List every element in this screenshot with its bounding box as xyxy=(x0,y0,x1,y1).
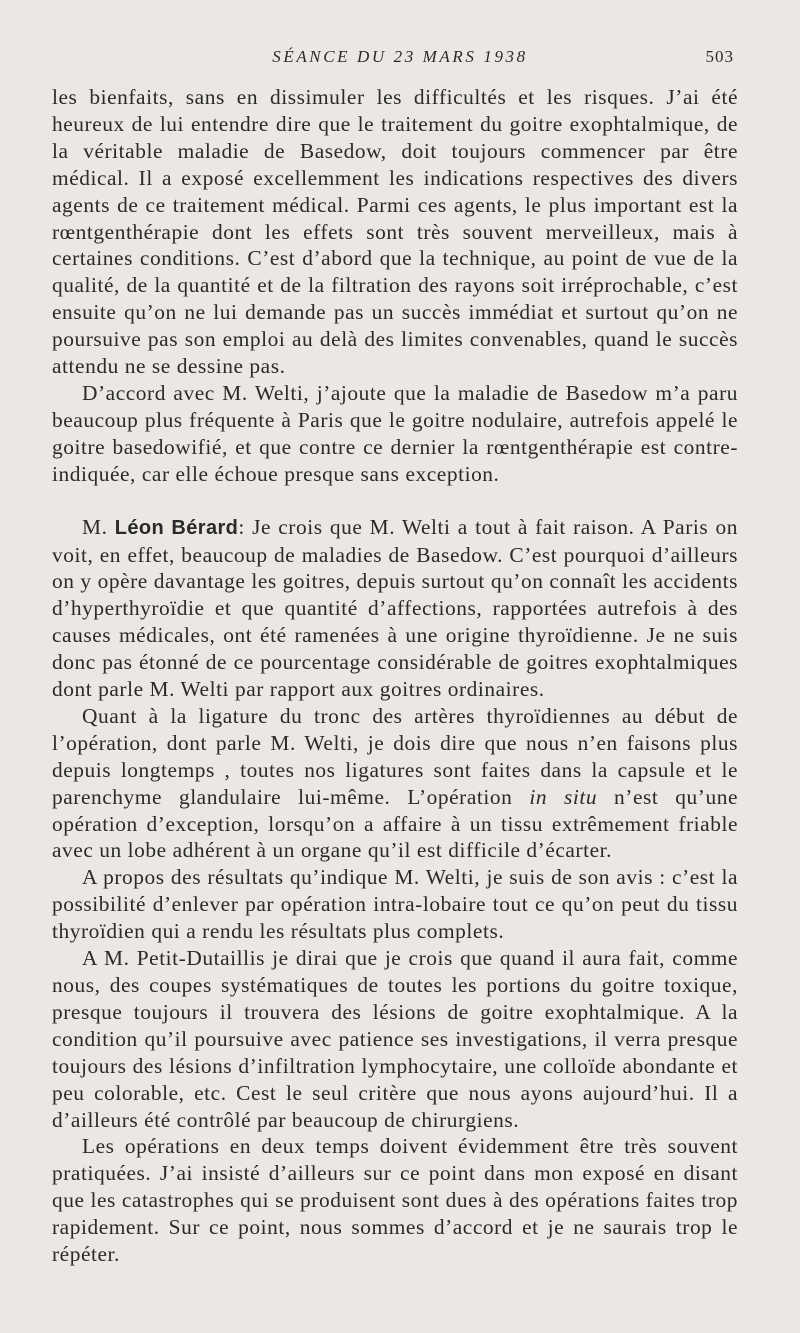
speaker-paragraph xyxy=(52,514,738,703)
italic-term: in situ xyxy=(529,784,598,809)
paragraph: A M. Petit-Dutaillis je dirai que je crois que quand il aura fait, comme nous, des coupes systématiques de toutes les portions du goitre toxique, presque toujours il trouvera des lésions de goitre exophtalmique. A la condition qu’il poursuive avec patience ses investigations, il verra presque toujours des lésions d’infiltration lymphocytaire, une colloïde abondante et peu colorable, etc. Cest le seul critère que nous ayons aujourd’hui. Il a d’ailleurs été contrôlé par beaucoup de chirurgiens. xyxy=(52,946,738,1132)
speaker-name: Léon Bérard xyxy=(114,516,239,539)
page-body xyxy=(52,84,738,1268)
paragraph-text: n’est qu’une opération d’exception, lorsqu’on a affaire à un tissu extrêmement friable avec un lobe adhérent à un organe qu’il est difficile d’écarter. xyxy=(52,784,739,863)
paragraph-text: Quant à la ligature du tronc des artères thyroïdiennes au début de l’opération, dont parle M. Welti, je dois dire que nous n’en faisons plus depuis longtemps , toutes nos ligatures sont faites dans la capsule et le parenchyme glandulaire lui-même. L’opération xyxy=(52,703,738,809)
paragraph: D’accord avec M. Welti, j’ajoute que la maladie de Basedow m’a paru beaucoup plus fréquente à Paris que le goitre nodulaire, autrefois appelé le goitre basedowifié, et que contre ce dernier la rœntgenthérapie est contre-indiquée, car elle échoue presque sans exception. xyxy=(52,380,738,486)
page-number: 503 xyxy=(705,47,734,66)
paragraph: Les opérations en deux temps doivent évidemment être très souvent pratiquées. J’ai insisté d’ailleurs sur ce point dans mon exposé en disant que les catastrophes qui se produisent sont dues à des opérations faites trop rapidement. Sur ce point, nous sommes d’accord et je ne saurais trop le répéter. xyxy=(52,1134,738,1267)
section-spacer xyxy=(52,488,738,514)
page-header xyxy=(0,47,800,71)
running-title: SÉANCE DU 23 MARS 1938 xyxy=(272,47,528,66)
paragraph xyxy=(52,703,738,864)
speaker-text: : Je crois que M. Welti a tout à fait raison. A Paris on voit, en effet, beaucoup de maladies de Basedow. C’est pourquoi d’ailleurs on y opère davantage les goitres, depuis surtout qu’on connaît les accidents d’hyperthyroïdie et que quantité d’affections, rapportées autrefois à des causes médicales, ont été ramenées à une origine thyroïdienne. Je ne suis donc pas étonné de ce pourcentage considérable de goitres exophtalmiques dont parle M. Welti par rapport aux goitres ordinaires. xyxy=(52,514,738,702)
speaker-prefix: M. xyxy=(82,514,108,539)
paragraph: les bienfaits, sans en dissimuler les difficultés et les risques. J’ai été heureux de lui entendre dire que le traitement du goitre exophtalmique, de la véritable maladie de Basedow, doit toujours commencer par être médical. Il a exposé excellemment les indications respectives des divers agents de ce traitement médical. Parmi ces agents, le plus important est la rœntgenthérapie dont les effets sont très souvent merveilleux, mais à certaines conditions. C’est d’abord que la technique, au point de vue de la qualité, de la quantité et de la filtration des rayons soit irréprochable, c’est ensuite qu’on ne lui demande pas un succès immédiat et surtout qu’on ne poursuive pas son emploi au delà des limites convenables, quand le succès attendu ne se dessine pas. xyxy=(52,85,738,379)
paragraph: A propos des résultats qu’indique M. Welti, je suis de son avis : c’est la possibilité d’enlever par opération intra-lobaire tout ce qu’on peut du tissu thyroïdien qui a rendu les résultats plus complets. xyxy=(52,865,738,944)
